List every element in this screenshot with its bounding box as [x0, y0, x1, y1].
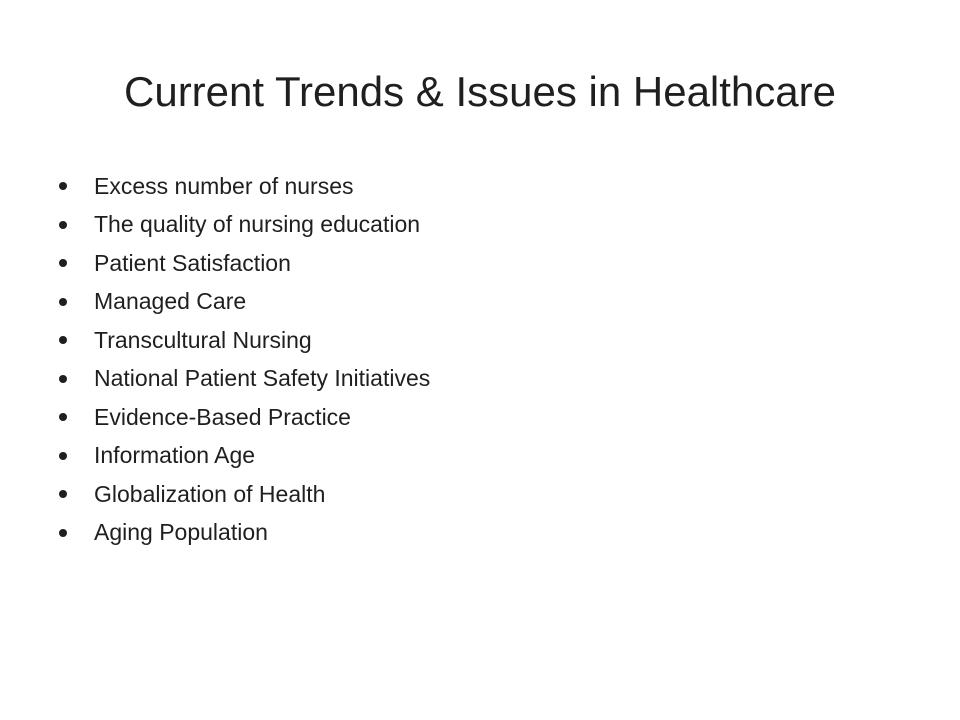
list-item	[56, 206, 916, 245]
bullet-icon	[59, 490, 67, 498]
bullet-icon	[59, 221, 67, 229]
bullet-icon	[59, 452, 67, 460]
list-item	[56, 514, 916, 553]
bullet-icon	[59, 259, 67, 267]
list-item	[56, 398, 916, 437]
list-item	[56, 475, 916, 514]
bullet-text: Transcultural Nursing	[94, 326, 312, 353]
bullet-icon	[59, 413, 67, 421]
bullet-text: National Patient Safety Initiatives	[94, 365, 431, 392]
bullet-text: Globalization of Health	[94, 480, 326, 507]
list-item	[56, 283, 916, 322]
bullet-text: Evidence-Based Practice	[94, 403, 351, 430]
bullet-icon	[59, 182, 67, 190]
bullet-text: Patient Satisfaction	[94, 249, 291, 276]
list-item	[56, 244, 916, 283]
bullet-text: Excess number of nurses	[94, 172, 354, 199]
list-item	[56, 167, 916, 206]
list-item	[56, 321, 916, 360]
bullet-icon	[59, 336, 67, 344]
bullet-icon	[59, 529, 67, 537]
bullet-text: Information Age	[94, 442, 256, 469]
bullet-list	[56, 167, 916, 552]
bullet-text: The quality of nursing education	[94, 211, 421, 238]
bullet-text: Aging Population	[94, 519, 268, 546]
bullet-icon	[59, 375, 67, 383]
bullet-text: Managed Care	[94, 288, 247, 315]
bullet-icon	[59, 298, 67, 306]
slide-title: Current Trends & Issues in Healthcare	[124, 68, 836, 115]
list-item	[56, 437, 916, 476]
list-item	[56, 360, 916, 399]
